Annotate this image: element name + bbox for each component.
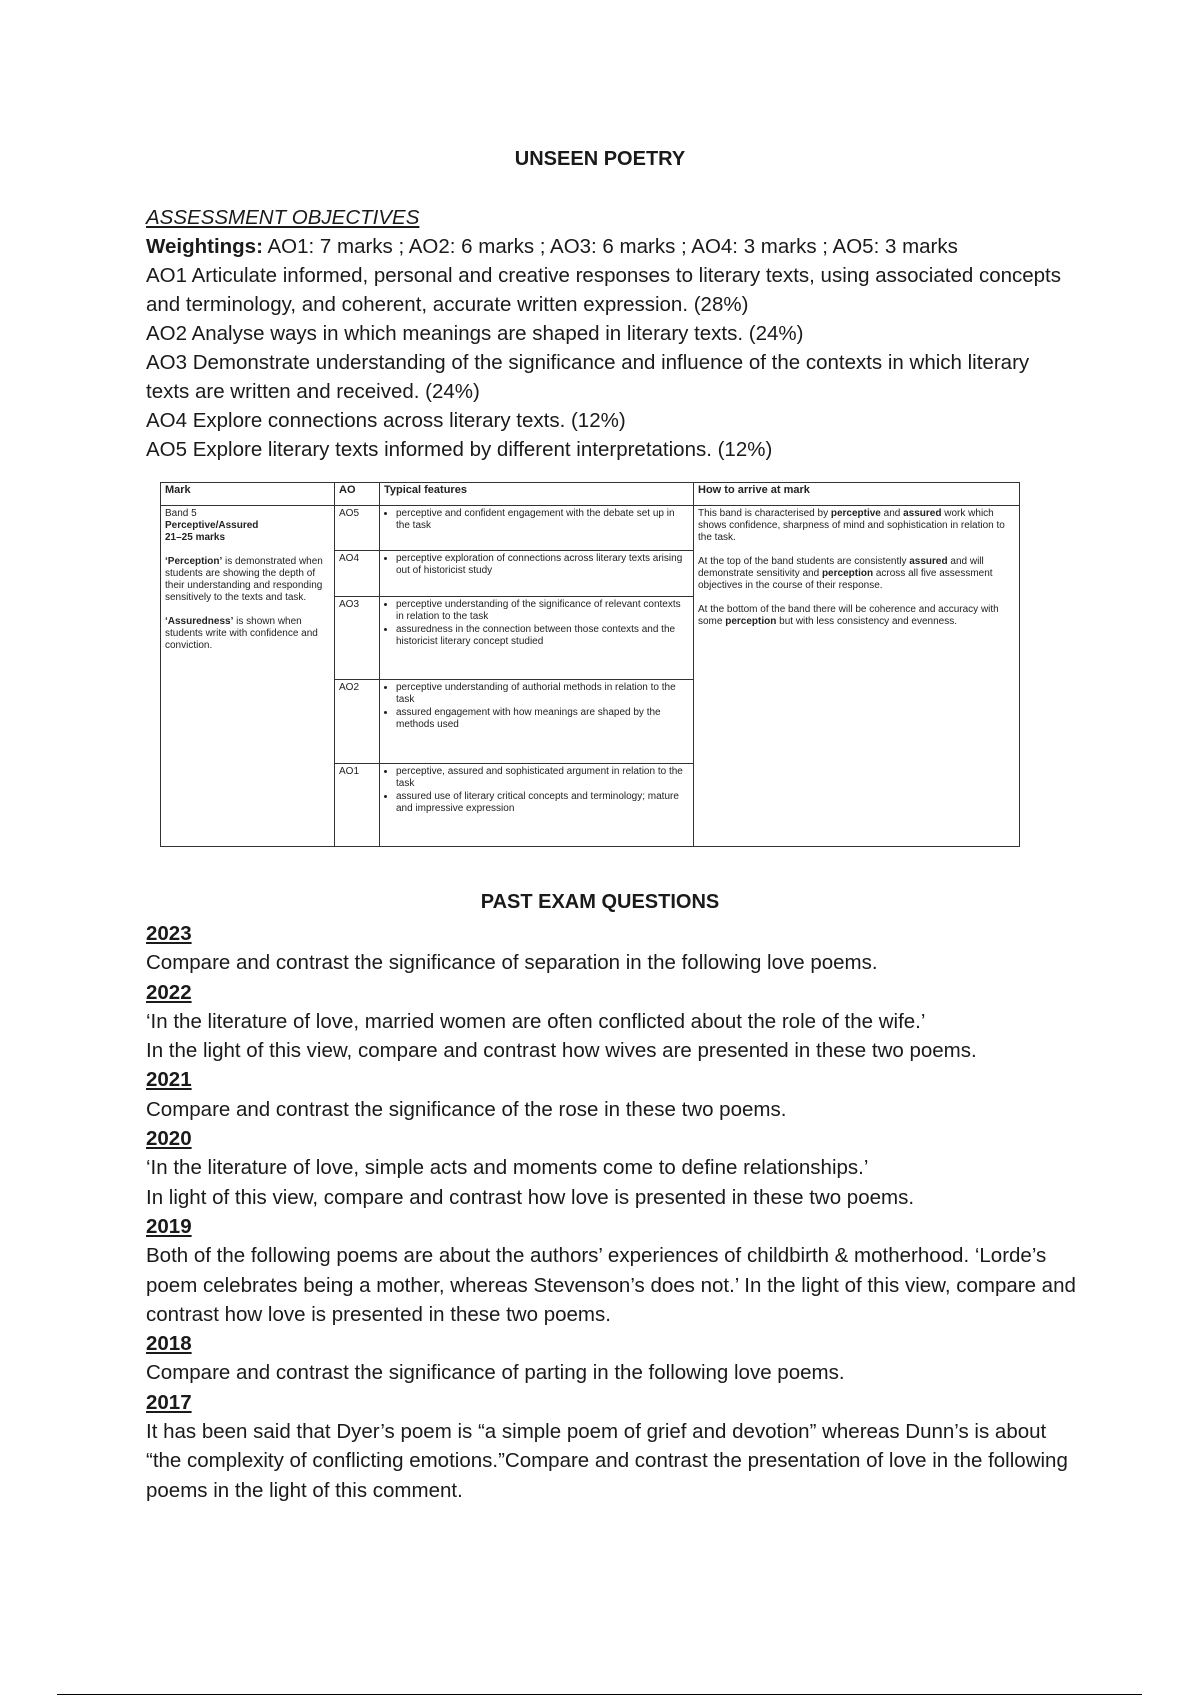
perception-text: is demonstrated when students are showing the depth of their understanding and responding sensitively to the texts and task. (165, 555, 323, 603)
assessment-heading: ASSESSMENT OBJECTIVES (146, 206, 420, 229)
table-row (161, 505, 1020, 551)
assuredness-note (165, 616, 330, 652)
exam-year-2023: 2023 (146, 922, 192, 945)
weightings-label: Weightings: (146, 235, 263, 258)
how-paragraph-3 (698, 604, 1015, 628)
mark-scheme-table (160, 482, 1020, 847)
how-bold: assured (903, 507, 942, 519)
how-bold: perception (821, 567, 874, 579)
features-cell (380, 551, 694, 597)
perception-note (165, 556, 330, 604)
band-name: Band 5 (165, 507, 197, 519)
how-paragraph-2 (698, 556, 1015, 592)
how-bold: perception (725, 615, 777, 627)
ao-cell: AO5 (335, 505, 380, 551)
weightings-text: AO1: 7 marks ; AO2: 6 marks ; AO3: 6 marks ; AO4: 3 marks ; AO5: 3 marks (262, 235, 958, 258)
exam-question: Compare and contrast the significance of parting in the following love poems. (146, 1361, 845, 1385)
feature-item: • perceptive and confident engagement with the debate set up in the task (396, 508, 689, 532)
how-bold: assured (909, 555, 948, 567)
exam-year-2020: 2020 (146, 1127, 192, 1151)
ao-cell: AO1 (335, 763, 380, 846)
features-cell (380, 763, 694, 846)
exam-question: ‘In the literature of love, simple acts and moments come to define relationships.’ (146, 1156, 869, 1180)
objective-ao2: AO2 Analyse ways in which meanings are shaped in literary texts. (24%) (146, 322, 804, 345)
exam-question: It has been said that Dyer’s poem is “a simple poem of grief and devotion” whereas Dunn’s is about “the complexity of conflicting emotions.”Compare and contrast the presentation of love in the following poems in the light of this comment. (146, 1420, 1068, 1502)
features-cell (380, 505, 694, 551)
feature-item: • assuredness in the connection between those contexts and the historicist literary concept studied (396, 624, 689, 648)
assuredness-text: is shown when students write with confidence and conviction. (165, 615, 318, 651)
exam-year-2017: 2017 (146, 1390, 192, 1414)
exam-year-2019: 2019 (146, 1214, 192, 1238)
exam-question: ‘In the literature of love, married women are often conflicted about the role of the wife.’ (146, 1009, 926, 1033)
ao-cell: AO4 (335, 551, 380, 597)
exam-year-2018: 2018 (146, 1332, 192, 1356)
how-cell (694, 505, 1020, 846)
past-exam-section (146, 919, 1086, 1505)
footer-rule (57, 1694, 1142, 1695)
page-title: UNSEEN POETRY (514, 148, 686, 170)
feature-item: • perceptive, assured and sophisticated argument in relation to the task (396, 766, 689, 790)
feature-item: • assured use of literary critical concepts and terminology; mature and impressive expression (396, 791, 689, 815)
exam-year-2022: 2022 (146, 980, 192, 1004)
how-text: This band is characterised by (698, 507, 831, 519)
feature-item: • perceptive understanding of authorial methods in relation to the task (396, 682, 689, 706)
objective-ao4: AO4 Explore connections across literary texts. (12%) (146, 409, 626, 432)
how-text: and (880, 507, 904, 519)
band-cell (161, 505, 335, 846)
how-text: At the top of the band students are consistently (698, 555, 910, 567)
exam-question: Compare and contrast the significance of the rose in these two poems. (146, 1097, 787, 1121)
exam-question: Compare and contrast the significance of separation in the following love poems. (146, 951, 878, 975)
band-label: Perceptive/Assured (165, 519, 259, 531)
assessment-section (146, 203, 1066, 464)
how-paragraph-1 (698, 508, 1015, 544)
objective-ao1: AO1 Articulate informed, personal and creative responses to literary texts, using associated concepts and terminology, and coherent, accurate written expression. (28%) (146, 264, 1062, 316)
feature-item: • perceptive understanding of the significance of relevant contexts in relation to the task (396, 599, 689, 623)
how-text: and will demonstrate sensitivity and (698, 555, 984, 579)
perception-term: ‘Perception’ (165, 555, 223, 567)
features-cell (380, 680, 694, 763)
band-marks: 21–25 marks (165, 531, 226, 543)
features-cell (380, 596, 694, 679)
feature-item: • perceptive exploration of connections across literary texts arising out of historicist study (396, 553, 689, 577)
how-bold: perceptive (830, 507, 881, 519)
exam-question: Both of the following poems are about the authors’ experiences of childbirth & motherhood. ‘Lorde’s poem celebrates being a mother, whereas Stevenson’s does not.’ In the light of this view, compare and contrast how love is presented in these two poems. (146, 1244, 1076, 1326)
how-text: but with less consistency and evenness. (776, 615, 958, 627)
header-features: Typical features (380, 483, 694, 506)
exam-question: In light of this view, compare and contrast how love is presented in these two poems. (146, 1185, 915, 1209)
how-text: across all five assessment objectives in the course of their response. (698, 567, 993, 591)
header-ao: AO (335, 483, 380, 506)
table-header-row (161, 483, 1020, 506)
ao-cell: AO2 (335, 680, 380, 763)
header-mark: Mark (161, 483, 335, 506)
assuredness-term: ‘Assuredness’ (165, 615, 234, 627)
header-how: How to arrive at mark (694, 483, 1020, 506)
exam-question: In the light of this view, compare and contrast how wives are presented in these two poems. (146, 1039, 977, 1063)
how-text: work which shows confidence, sharpness of mind and sophistication in relation to the task. (698, 507, 1005, 543)
objective-ao3: AO3 Demonstrate understanding of the significance and influence of the contexts in which literary texts are written and received. (24%) (146, 351, 1030, 403)
weightings-line (146, 232, 1066, 261)
ao-cell: AO3 (335, 596, 380, 679)
how-text: At the bottom of the band there will be coherence and accuracy with some (698, 603, 999, 627)
exam-year-2021: 2021 (146, 1068, 192, 1092)
past-exam-heading: PAST EXAM QUESTIONS (480, 891, 720, 913)
objective-ao5: AO5 Explore literary texts informed by different interpretations. (12%) (146, 438, 773, 461)
feature-item: • assured engagement with how meanings are shaped by the methods used (396, 707, 689, 731)
